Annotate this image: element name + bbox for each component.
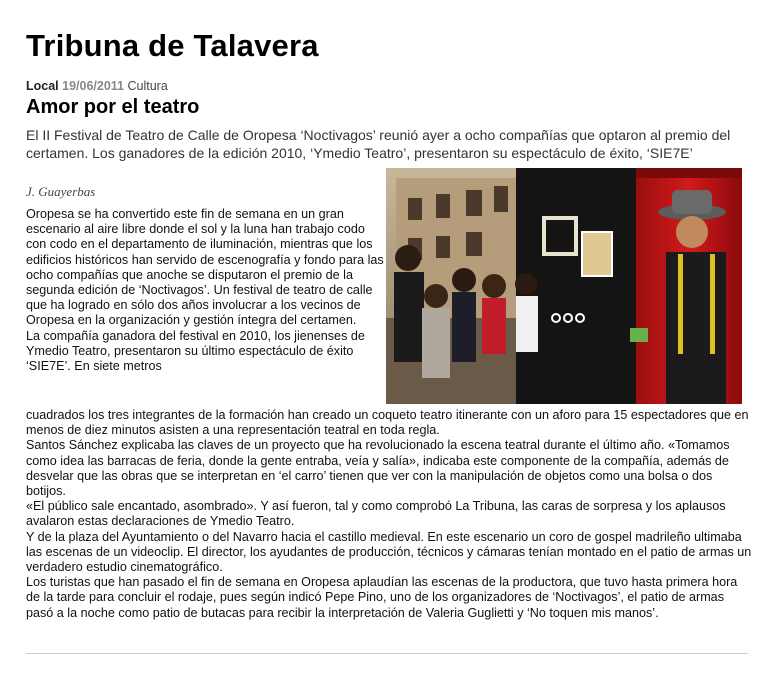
masthead[interactable]: Tribuna de Talavera (26, 28, 319, 63)
article-headline: Amor por el teatro (26, 96, 200, 118)
photo-illustration (386, 168, 742, 404)
publish-date: 19/06/2011 (62, 79, 125, 93)
article-body-narrow (26, 207, 384, 374)
category-label[interactable]: Cultura (127, 79, 168, 93)
body-paragraph: «El público sale encantado, asombrado». Y así fueron, tal y como comprobó La Tribuna, las caras de sorpresa y los aplausos avalaron estas declaraciones de Ymedio Teatro. (26, 499, 726, 529)
bottom-divider (26, 653, 748, 654)
body-paragraph: La compañía ganadora del festival en 2010, los jienenses de Ymedio Teatro, presentaron su último espectáculo de éxito ‘SIE7E’. En siete metros (26, 328, 365, 374)
body-paragraph: Y de la plaza del Ayuntamiento o del Navarro hacia el castillo medieval. En este escenario un coro de gospel madrileño ultimaba las escenas de un videoclip. El director, los ayudantes de producción, técnicos y cámaras tenían montado en el patio de armas un verdadero estudio cinematográfico. (26, 529, 752, 575)
article-author: J. Guayerbas (26, 184, 96, 199)
section-label[interactable]: Local (26, 79, 59, 93)
article-body-wide (26, 408, 752, 621)
body-paragraph: Los turistas que han pasado el fin de semana en Oropesa aplaudían las escenas de la productora, que tuvo hasta primera hora de la tarde para concluir el rodaje, pues según indicó Pepe Pino, uno de los organizadores de ‘Noctivagos’, el patio de armas pasó a la noche como patio de butacas para recibir la interpretación de Valeria Guglietti y ‘No toquen mis manos’. (26, 575, 738, 620)
body-paragraph: Oropesa se ha convertido este fin de semana en un gran escenario al aire libre donde el sol y la luna han trabajo codo con codo en el departamento de iluminación, mientras que los edificios históricos han servido de escenografía y fondo para las ocho compañías que anoche se disputaron el premio de la segunda edición de ‘Noctivagos’. Un festival de teatro de calle que ha logrado en sólo dos años involucrar a los vecinos de Oropesa en la organización y gestión íntegra del certamen. (26, 207, 384, 328)
body-paragraph: cuadrados los tres integrantes de la formación han creado un coqueto teatro itinerante con un aforo para 15 espectadores que en menos de diez minutos asisten a una representación teatral en toda regla. (26, 408, 749, 438)
article-meta (26, 79, 168, 93)
article-lead: El II Festival de Teatro de Calle de Oropesa ‘Noctivagos’ reunió ayer a ocho compañías que optaron al premio del certamen. Los ganadores de la edición 2010, ‘Ymedio Teatro’, presentaron su espectáculo de éxito, ‘SIE7E’ (26, 127, 731, 161)
article-photo (386, 168, 742, 404)
body-paragraph: Santos Sánchez explicaba las claves de un proyecto que ha revolucionado la escena teatral durante el último año. «Tomamos como idea las barracas de feria, donde la gente entraba, veía y salía», indicaba este componente de la compañía, además de desvelar que las obras que se interpretan en ‘el carro’ tienen que ver con la manipulación de objetos como una bolsa o dos botijos. (26, 438, 730, 499)
